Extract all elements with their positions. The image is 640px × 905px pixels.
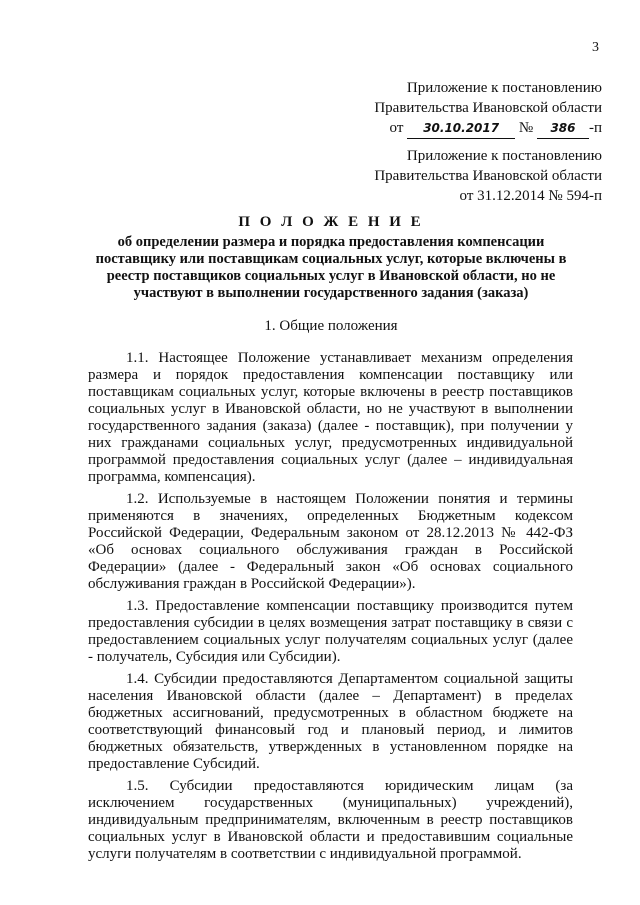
handwritten-date: 30.10.2017 [407, 118, 515, 139]
annex-orig-line-3: от 31.12.2014 № 594-п [459, 188, 602, 204]
document-title-block [86, 212, 576, 302]
annex-line-1: Приложение к постановлению [406, 80, 602, 96]
annex-header-current [374, 78, 602, 139]
annex-number-suffix: -п [588, 120, 602, 136]
paragraph-1-5: 1.5. Субсидии предоставляются юридическим лицам (за исключением государственных (муниципальных) учреждений), индивидуальным предпринимателям, включенным в реестр поставщиков социальных услуг в Ивановской области и предоставившим социальные услуги получателям в соответствии с индивидуальной программой. [88, 778, 573, 862]
page-number: 3 [592, 40, 599, 55]
paragraph-1-1: 1.1. Настоящее Положение устанавливает механизм определения размера и порядок предоставления компенсации поставщику или поставщикам социальных услуг, которые включены в реестр поставщиков социальных услуг в Ивановской области, но не участвуют в выполнении государственного задания (заказа) (далее - поставщик), при получении у них гражданами социальных услуг, предусмотренных индивидуальной программой предоставления социальных услуг (далее – индивидуальная программа, компенсация). [88, 350, 573, 485]
document-subtitle: об определении размера и порядка предоставления компенсации поставщику или поставщикам социальных услуг, которые включены в реестр поставщиков социальных услуг в Ивановской области, но не участвуют в выполнении государственного задания (заказа) [95, 234, 567, 301]
document-title: П О Л О Ж Е Н И Е [238, 214, 424, 230]
paragraph-1-3: 1.3. Предоставление компенсации поставщику производится путем предоставления субсидии в целях возмещения затрат поставщику в связи с предоставлением социальных услуг получателям социальных услуг (далее - получатель, Субсидия или Субсидии). [88, 598, 573, 665]
section-heading: 1. Общие положения [264, 318, 398, 334]
annex-line-2: Правительства Ивановской области [374, 100, 602, 116]
handwritten-number: 386 [537, 118, 589, 139]
annex-date-prefix: от [389, 120, 404, 136]
annex-header-original [374, 146, 602, 206]
document-body [88, 350, 573, 868]
paragraph-1-2: 1.2. Используемые в настоящем Положении понятия и термины применяются в значениях, определенных Бюджетным кодексом Российской Федерации, Федеральным законом от 28.12.2013 № 442-ФЗ «Об основах социального обслуживания граждан в Российской Федерации» (далее - Федеральный закон «Об основах социального обслуживания граждан в Российской Федерации»). [88, 491, 573, 592]
annex-orig-line-1: Приложение к постановлению [406, 148, 602, 164]
annex-number-label: № [518, 120, 534, 136]
annex-orig-line-2: Правительства Ивановской области [374, 168, 602, 184]
annex-date-line [374, 118, 602, 139]
paragraph-1-4: 1.4. Субсидии предоставляются Департаментом социальной защиты населения Ивановской области (далее – Департамент) в пределах бюджетных ассигнований, предусмотренных в областном бюджете на соответствующий финансовый год и плановый период, и лимитов бюджетных обязательств, утвержденных в установленном порядке на предоставление Субсидий. [88, 671, 573, 772]
